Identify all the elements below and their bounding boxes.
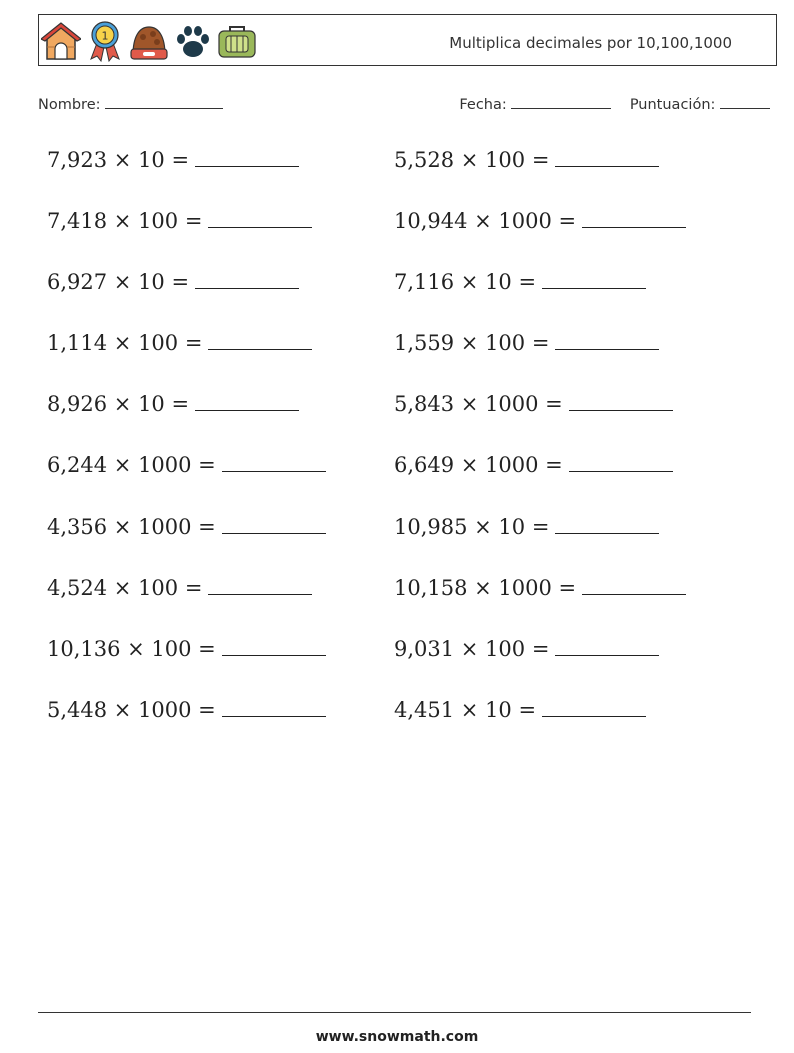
answer-blank[interactable] <box>542 270 646 289</box>
answer-blank[interactable] <box>195 148 299 167</box>
problem <box>47 392 394 453</box>
problem <box>394 453 744 514</box>
icon-strip <box>41 19 257 63</box>
problem <box>394 209 744 270</box>
answer-blank[interactable] <box>555 331 659 350</box>
answer-blank[interactable] <box>582 209 686 228</box>
date-line[interactable] <box>511 94 611 109</box>
answer-blank[interactable] <box>582 576 686 595</box>
problem <box>394 576 744 637</box>
answer-blank[interactable] <box>555 515 659 534</box>
problem-text: 5,528 × 100 = <box>394 148 550 172</box>
answer-blank[interactable] <box>208 331 312 350</box>
problem-text: 1,559 × 100 = <box>394 331 550 356</box>
problem-row <box>47 453 747 514</box>
pet-carrier-icon <box>217 19 257 63</box>
problem-row <box>47 148 747 209</box>
problem-text: 10,158 × 1000 = <box>394 575 577 600</box>
date-label: Fecha: <box>459 97 507 113</box>
problem-row <box>47 576 747 637</box>
problem <box>47 637 394 698</box>
footer-url[interactable]: www.snowmath.com <box>315 1029 479 1045</box>
problem-text: 10,944 × 1000 = <box>394 209 577 234</box>
problem-text: 6,244 × 1000 = <box>47 453 216 478</box>
dog-food-bowl-icon <box>129 19 169 63</box>
problem-row <box>47 637 747 698</box>
problem <box>394 270 744 331</box>
problem-text: 6,927 × 10 = <box>47 270 190 295</box>
problem-text: 10,985 × 10 = <box>394 514 550 539</box>
problem <box>47 515 394 576</box>
problem-text: 7,923 × 10 = <box>47 148 190 172</box>
problem-row <box>47 331 747 392</box>
problem-text: 4,356 × 1000 = <box>47 514 216 539</box>
answer-blank[interactable] <box>195 392 299 411</box>
answer-blank[interactable] <box>222 698 326 717</box>
answer-blank[interactable] <box>222 453 326 472</box>
dog-house-icon <box>41 19 81 63</box>
name-field <box>38 94 223 113</box>
problem-text: 7,116 × 10 = <box>394 270 537 295</box>
problem <box>47 698 394 759</box>
date-score-fields <box>459 94 770 113</box>
problem-row <box>47 270 747 331</box>
problem-row <box>47 515 747 576</box>
problem-text: 7,418 × 100 = <box>47 209 203 234</box>
problem-grid <box>47 148 747 759</box>
paw-print-icon <box>173 19 213 63</box>
answer-blank[interactable] <box>208 576 312 595</box>
answer-blank[interactable] <box>208 209 312 228</box>
answer-blank[interactable] <box>222 637 326 656</box>
worksheet-title: Multiplica decimales por 10,100,1000 <box>449 34 732 52</box>
problem-text: 6,649 × 1000 = <box>394 453 563 478</box>
problem-text: 4,524 × 100 = <box>47 575 203 600</box>
problem <box>47 576 394 637</box>
name-line[interactable] <box>105 94 223 109</box>
header-box <box>38 14 777 66</box>
problem <box>47 453 394 514</box>
problem-text: 10,136 × 100 = <box>47 636 216 661</box>
problem-row <box>47 698 747 759</box>
problem <box>47 270 394 331</box>
problem-text: 5,448 × 1000 = <box>47 697 216 722</box>
medal-icon <box>85 19 125 63</box>
answer-blank[interactable] <box>195 270 299 289</box>
name-label: Nombre: <box>38 97 101 113</box>
score-label: Puntuación: <box>629 97 716 113</box>
answer-blank[interactable] <box>542 698 646 717</box>
answer-blank[interactable] <box>569 392 673 411</box>
problem-row <box>47 209 747 270</box>
problem <box>47 209 394 270</box>
problem-text: 1,114 × 100 = <box>47 331 203 356</box>
problem <box>394 331 744 392</box>
score-line[interactable] <box>720 94 770 109</box>
problem <box>47 148 394 209</box>
problem <box>394 637 744 698</box>
answer-blank[interactable] <box>555 637 659 656</box>
problem-text: 4,451 × 10 = <box>394 697 537 722</box>
problem-text: 8,926 × 10 = <box>47 392 190 417</box>
answer-blank[interactable] <box>555 148 659 167</box>
answer-blank[interactable] <box>222 515 326 534</box>
problem-text: 5,843 × 1000 = <box>394 392 563 417</box>
problem <box>394 148 744 209</box>
footer-divider <box>38 1012 751 1013</box>
answer-blank[interactable] <box>569 453 673 472</box>
problem <box>394 392 744 453</box>
problem-text: 9,031 × 100 = <box>394 636 550 661</box>
problem <box>394 698 744 759</box>
problem <box>47 331 394 392</box>
problem <box>394 515 744 576</box>
svg-text:1: 1 <box>101 29 109 43</box>
problem-row <box>47 392 747 453</box>
